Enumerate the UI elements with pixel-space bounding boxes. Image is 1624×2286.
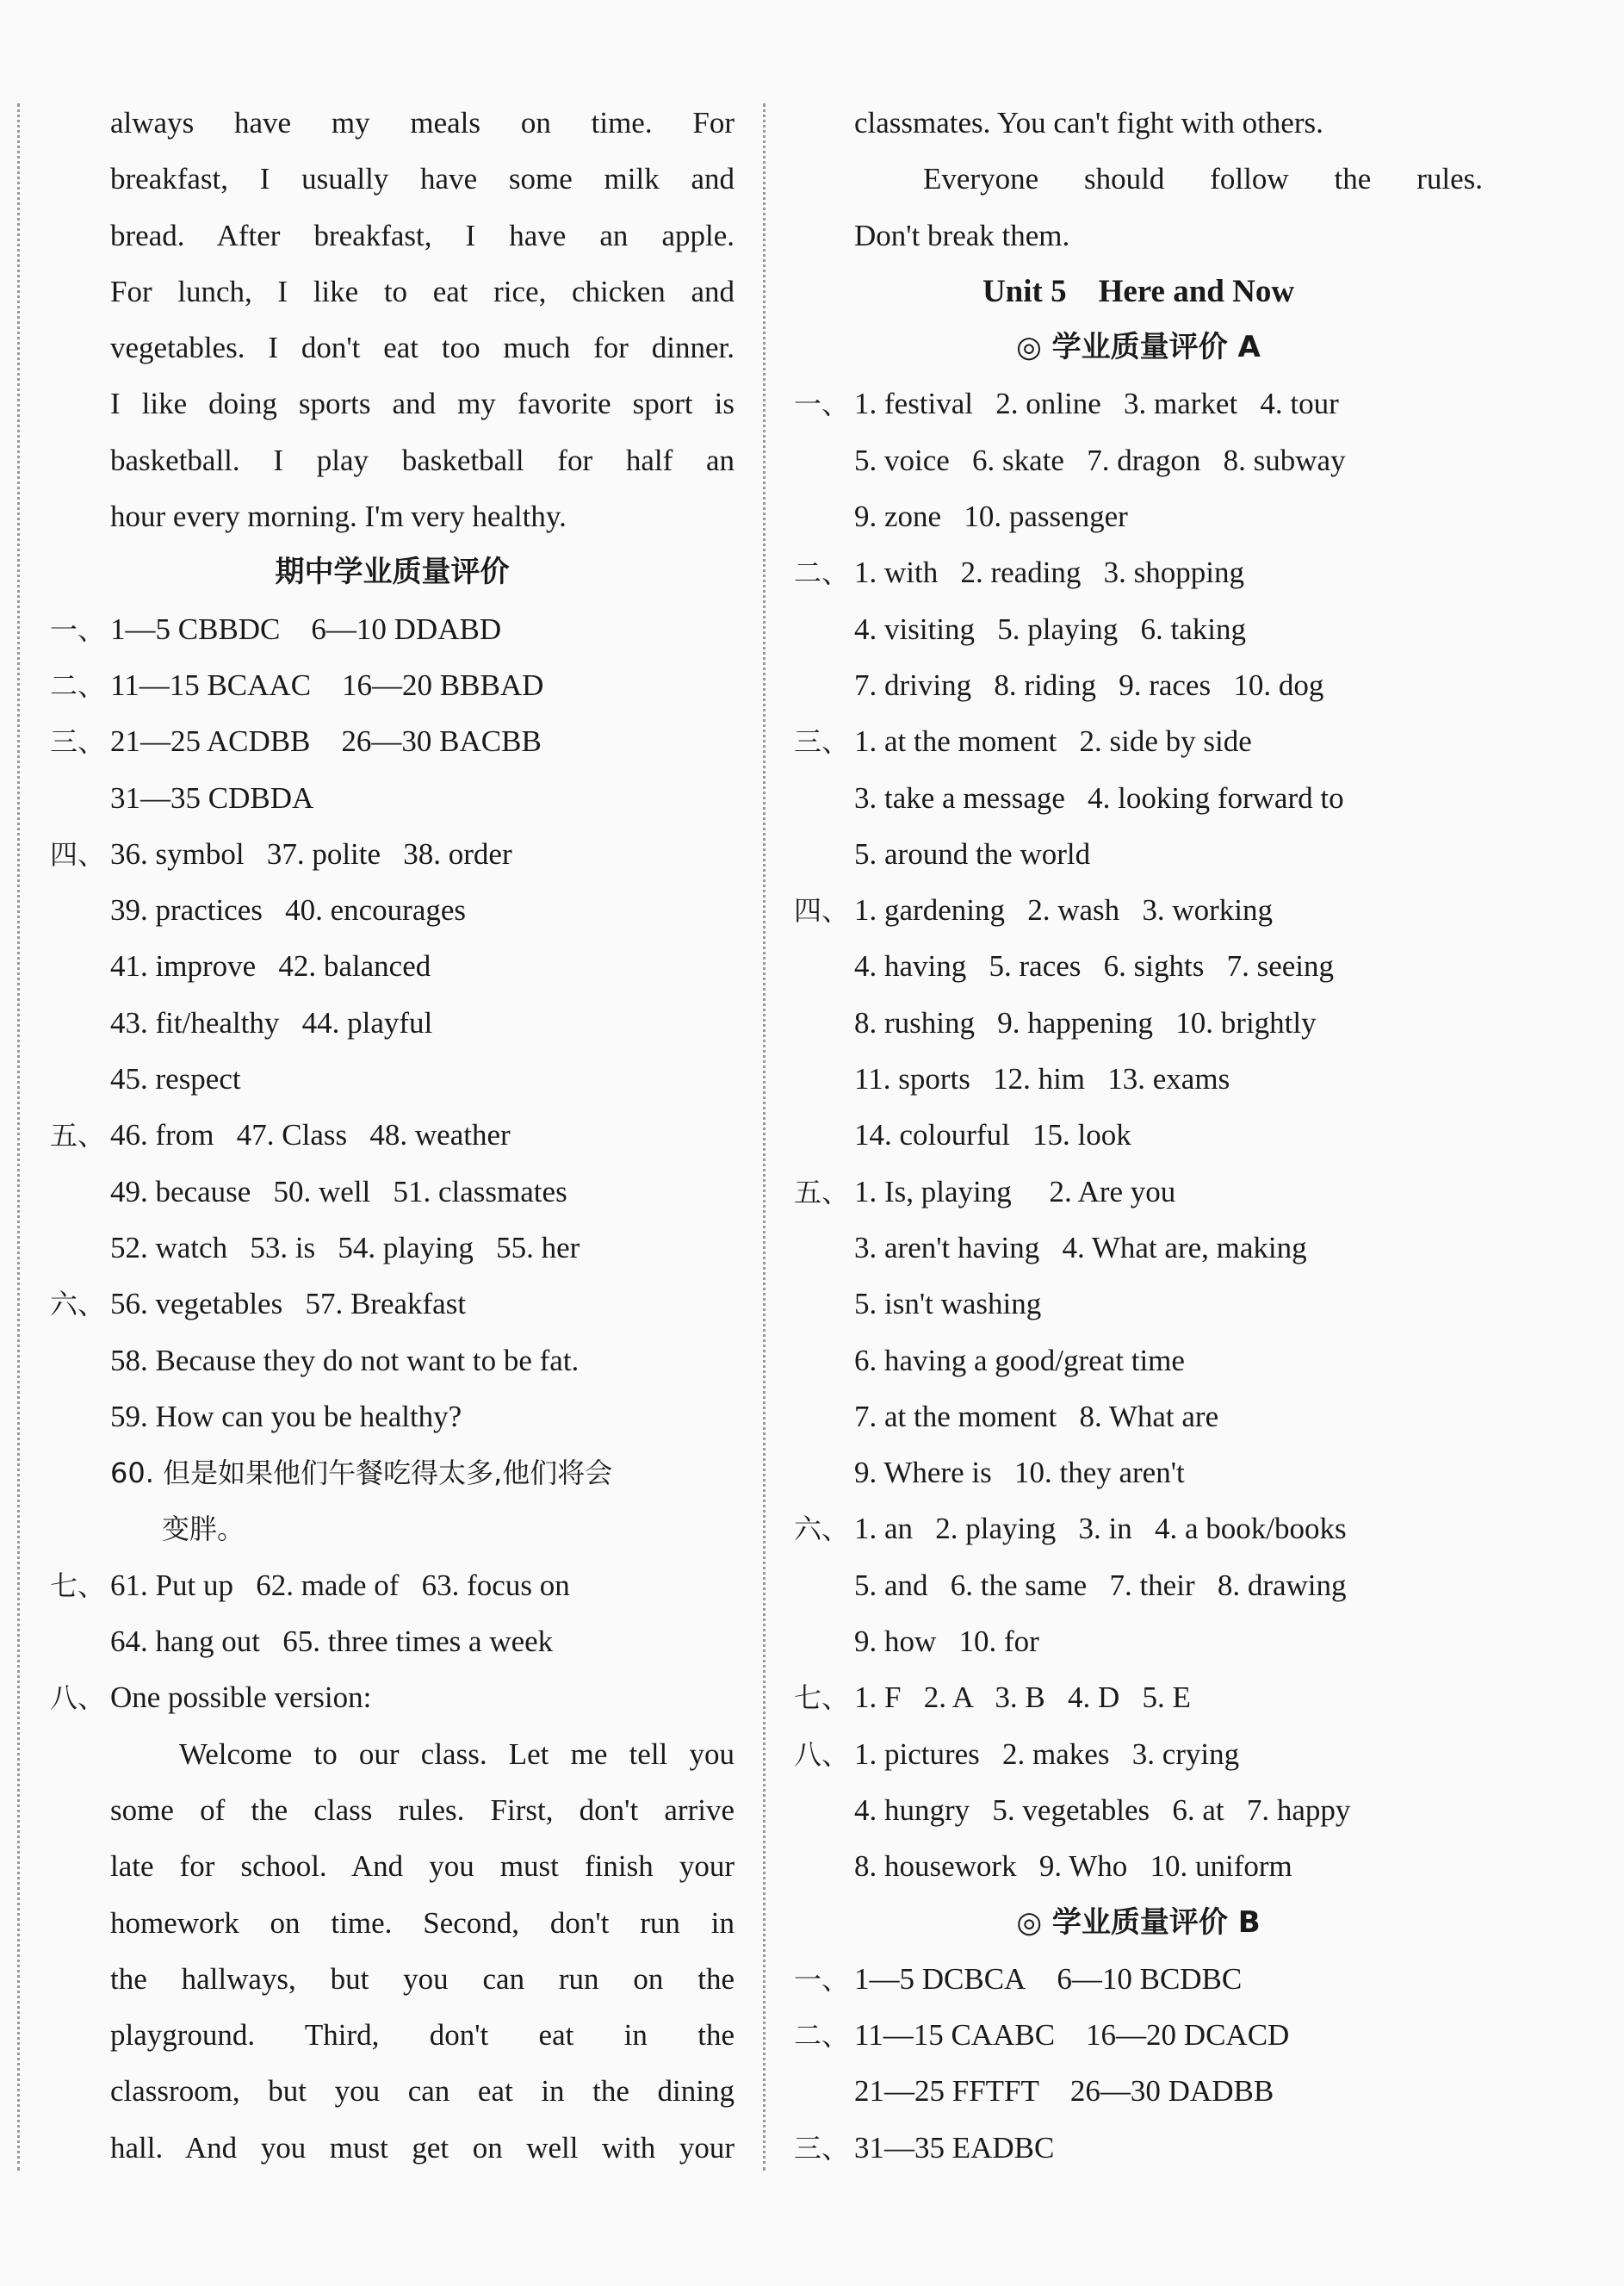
answer-range: 21—25 FFTFT bbox=[854, 2074, 1039, 2109]
section-number: 五、 bbox=[50, 1119, 106, 1152]
answer-row: 45. respect bbox=[110, 1062, 241, 1096]
answer-row: 3. take a message 4. looking forward to bbox=[854, 780, 1344, 815]
answer-row: 49. because 50. well 51. classmates bbox=[110, 1174, 567, 1208]
answer-text: 1. an 2. playing 3. in 4. a book/books bbox=[854, 1512, 1347, 1546]
essay-line: the hallways, but you can run on the bbox=[110, 1961, 735, 1996]
essay-line: late for school. And you must finish your bbox=[110, 1849, 735, 1884]
answer-row: 8. rushing 9. happening 10. brightly bbox=[854, 1005, 1317, 1040]
answer-row bbox=[50, 1500, 735, 1556]
answer-row bbox=[794, 1500, 1483, 1556]
answer-row bbox=[794, 544, 1483, 600]
answer-row: 7. at the moment 8. What are bbox=[854, 1399, 1219, 1433]
answer-row: 6. having a good/great time bbox=[854, 1343, 1185, 1377]
answer-row bbox=[50, 657, 735, 713]
essay-line: homework on time. Second, don't run in bbox=[110, 1905, 735, 1940]
answer-range: 26—30 DADBB bbox=[1069, 2074, 1274, 2109]
answer-row: 14. colourful 15. look bbox=[854, 1118, 1131, 1152]
section-number: 七、 bbox=[794, 1681, 850, 1715]
answer-row bbox=[794, 2063, 1483, 2119]
answer-text: 1. at the moment 2. side by side bbox=[854, 724, 1252, 759]
answer-row: 7. driving 8. riding 9. races 10. dog bbox=[854, 668, 1324, 702]
answer-row bbox=[794, 376, 1483, 432]
answer-range: 11—15 BCAAC bbox=[110, 668, 312, 702]
essay-line: hour every morning. I'm very healthy. bbox=[110, 500, 567, 534]
answer-text: 61. Put up 62. made of 63. focus on bbox=[110, 1568, 570, 1602]
midterm-heading: 期中学业质量评价 bbox=[275, 555, 510, 590]
answer-row bbox=[50, 1669, 735, 1725]
section-number: 二、 bbox=[794, 556, 850, 590]
answer-text: 1. pictures 2. makes 3. crying bbox=[854, 1736, 1240, 1771]
answer-range: 16—20 DCACD bbox=[1086, 2018, 1290, 2053]
essay-2 bbox=[50, 1726, 735, 2176]
answer-row bbox=[794, 1726, 1483, 1782]
answer-row bbox=[794, 1669, 1483, 1725]
answer-row bbox=[50, 1557, 735, 1613]
answer-range: 1—5 CBBDC bbox=[110, 612, 281, 646]
answer-row bbox=[794, 2007, 1483, 2063]
answer-row: 5. around the world bbox=[854, 836, 1091, 871]
binding-margin-dotted-line bbox=[17, 103, 20, 2171]
answer-row bbox=[50, 1107, 735, 1163]
section-number: 五、 bbox=[794, 1175, 850, 1208]
section-number: 一、 bbox=[794, 1962, 850, 1996]
answer-row: 8. housework 9. Who 10. uniform bbox=[854, 1849, 1292, 1884]
answer-row: 4. hungry 5. vegetables 6. at 7. happy bbox=[854, 1792, 1351, 1827]
answer-row: 39. practices 40. encourages bbox=[110, 893, 467, 928]
answer-row bbox=[50, 601, 735, 657]
left-column bbox=[50, 95, 735, 2176]
answer-row bbox=[794, 1951, 1483, 2007]
answer-row: 4. visiting 5. playing 6. taking bbox=[854, 612, 1246, 646]
right-column bbox=[794, 95, 1483, 2176]
answer-text: 1. Is, playing 2. Are you bbox=[854, 1174, 1176, 1208]
section-number: 三、 bbox=[794, 725, 850, 759]
answer-row: 43. fit/healthy 44. playful bbox=[110, 1005, 433, 1040]
answer-row: 11. sports 12. him 13. exams bbox=[854, 1062, 1230, 1096]
answer-text: 46. from 47. Class 48. weather bbox=[110, 1118, 511, 1152]
column-divider-dotted-line bbox=[763, 103, 766, 2171]
answer-text: 1. F 2. A 3. B 4. D 5. E bbox=[854, 1680, 1191, 1715]
answer-row bbox=[794, 1164, 1483, 1220]
answer-text-chinese: 60. 但是如果他们午餐吃得太多,他们将会 bbox=[110, 1457, 613, 1490]
answer-range: 16—20 BBBAD bbox=[342, 668, 544, 702]
answer-row: 31—35 CDBDA bbox=[110, 780, 314, 815]
essay-line: For lunch, I like to eat rice, chicken and bbox=[110, 274, 735, 308]
answer-text: 1. with 2. reading 3. shopping bbox=[854, 556, 1245, 590]
answer-range: 1—5 DCBCA bbox=[854, 1961, 1026, 1996]
answer-row: 3. aren't having 4. What are, making bbox=[854, 1230, 1307, 1264]
essay-line: breakfast, I usually have some milk and bbox=[110, 162, 735, 196]
answer-row: 41. improve 42. balanced bbox=[110, 949, 431, 984]
answer-row: 9. how 10. for bbox=[854, 1624, 1039, 1659]
answer-range: 11—15 CAABC bbox=[854, 2018, 1056, 2053]
answer-row: 59. How can you be healthy? bbox=[110, 1399, 462, 1433]
answer-row: 64. hang out 65. three times a week bbox=[110, 1624, 554, 1659]
answer-row: 9. Where is 10. they aren't bbox=[854, 1456, 1185, 1490]
answer-text: 1. gardening 2. wash 3. working bbox=[854, 893, 1274, 928]
unit-title: Unit 5 Here and Now bbox=[982, 273, 1295, 309]
section-number: 七、 bbox=[50, 1569, 106, 1602]
answer-row: 5. and 6. the same 7. their 8. drawing bbox=[854, 1568, 1347, 1602]
answer-row: 5. isn't washing bbox=[854, 1287, 1042, 1321]
answer-range: 6—10 BCDBC bbox=[1057, 1961, 1243, 1996]
essay-line: classmates. You can't fight with others. bbox=[854, 106, 1323, 140]
essay-line: always have my meals on time. For bbox=[110, 106, 735, 140]
section-number: 一、 bbox=[794, 388, 850, 421]
essay-line: vegetables. I don't eat too much for dinner. bbox=[110, 331, 735, 365]
section-number: 八、 bbox=[794, 1737, 850, 1771]
essay-1 bbox=[50, 95, 735, 544]
answer-text: One possible version: bbox=[110, 1680, 372, 1715]
section-number: 六、 bbox=[794, 1513, 850, 1546]
answer-row: 5. voice 6. skate 7. dragon 8. subway bbox=[854, 443, 1346, 477]
section-number: 三、 bbox=[794, 2131, 850, 2165]
answer-row bbox=[50, 1444, 735, 1500]
essay-line: Don't break them. bbox=[854, 218, 1070, 252]
answer-row bbox=[50, 826, 735, 882]
eval-a-heading: ◎ 学业质量评价 A bbox=[1016, 330, 1261, 365]
answer-row: 58. Because they do not want to be fat. bbox=[110, 1343, 580, 1377]
answer-text: 36. symbol 37. polite 38. order bbox=[110, 836, 512, 871]
answer-range: 26—30 BACBB bbox=[341, 724, 542, 759]
essay-line: classroom, but you can eat in the dining bbox=[110, 2074, 735, 2109]
answer-row bbox=[50, 713, 735, 769]
answer-text: 1. festival 2. online 3. market 4. tour bbox=[854, 387, 1339, 421]
section-number: 一、 bbox=[50, 612, 106, 646]
answer-range: 6—10 DDABD bbox=[311, 612, 502, 646]
answer-range: 21—25 ACDBB bbox=[110, 724, 311, 759]
essay-2-continued bbox=[794, 95, 1483, 264]
essay-line: Welcome to our class. Let me tell you bbox=[179, 1736, 735, 1771]
essay-line: I like doing sports and my favorite sport is bbox=[110, 387, 735, 421]
essay-line: hall. And you must get on well with your bbox=[110, 2130, 735, 2165]
eval-b-heading: ◎ 学业质量评价 B bbox=[1016, 1904, 1261, 1940]
section-number: 三、 bbox=[50, 725, 106, 759]
essay-line: bread. After breakfast, I have an apple. bbox=[110, 218, 735, 252]
answer-row bbox=[50, 1276, 735, 1332]
section-number: 四、 bbox=[794, 894, 850, 928]
section-number: 二、 bbox=[794, 2019, 850, 2053]
answer-range: 31—35 EADBC bbox=[854, 2130, 1055, 2165]
section-number: 四、 bbox=[50, 837, 106, 871]
answer-row: 4. having 5. races 6. sights 7. seeing bbox=[854, 949, 1334, 984]
essay-line: playground. Third, don't eat in the bbox=[110, 2018, 735, 2053]
essay-line: basketball. I play basketball for half an bbox=[110, 443, 735, 477]
section-number: 六、 bbox=[50, 1288, 106, 1321]
answer-text: 56. vegetables 57. Breakfast bbox=[110, 1287, 467, 1321]
answer-row bbox=[794, 2120, 1483, 2176]
section-number: 二、 bbox=[50, 668, 106, 702]
essay-line: some of the class rules. First, don't arrive bbox=[110, 1792, 735, 1827]
section-number: 八、 bbox=[50, 1681, 106, 1715]
answer-row bbox=[794, 882, 1483, 938]
answer-text-chinese: 变胖。 bbox=[162, 1513, 245, 1546]
answer-row: 9. zone 10. passenger bbox=[854, 500, 1128, 534]
essay-line: Everyone should follow the rules. bbox=[923, 162, 1483, 196]
answer-row: 52. watch 53. is 54. playing 55. her bbox=[110, 1230, 580, 1264]
answer-row bbox=[794, 713, 1483, 769]
